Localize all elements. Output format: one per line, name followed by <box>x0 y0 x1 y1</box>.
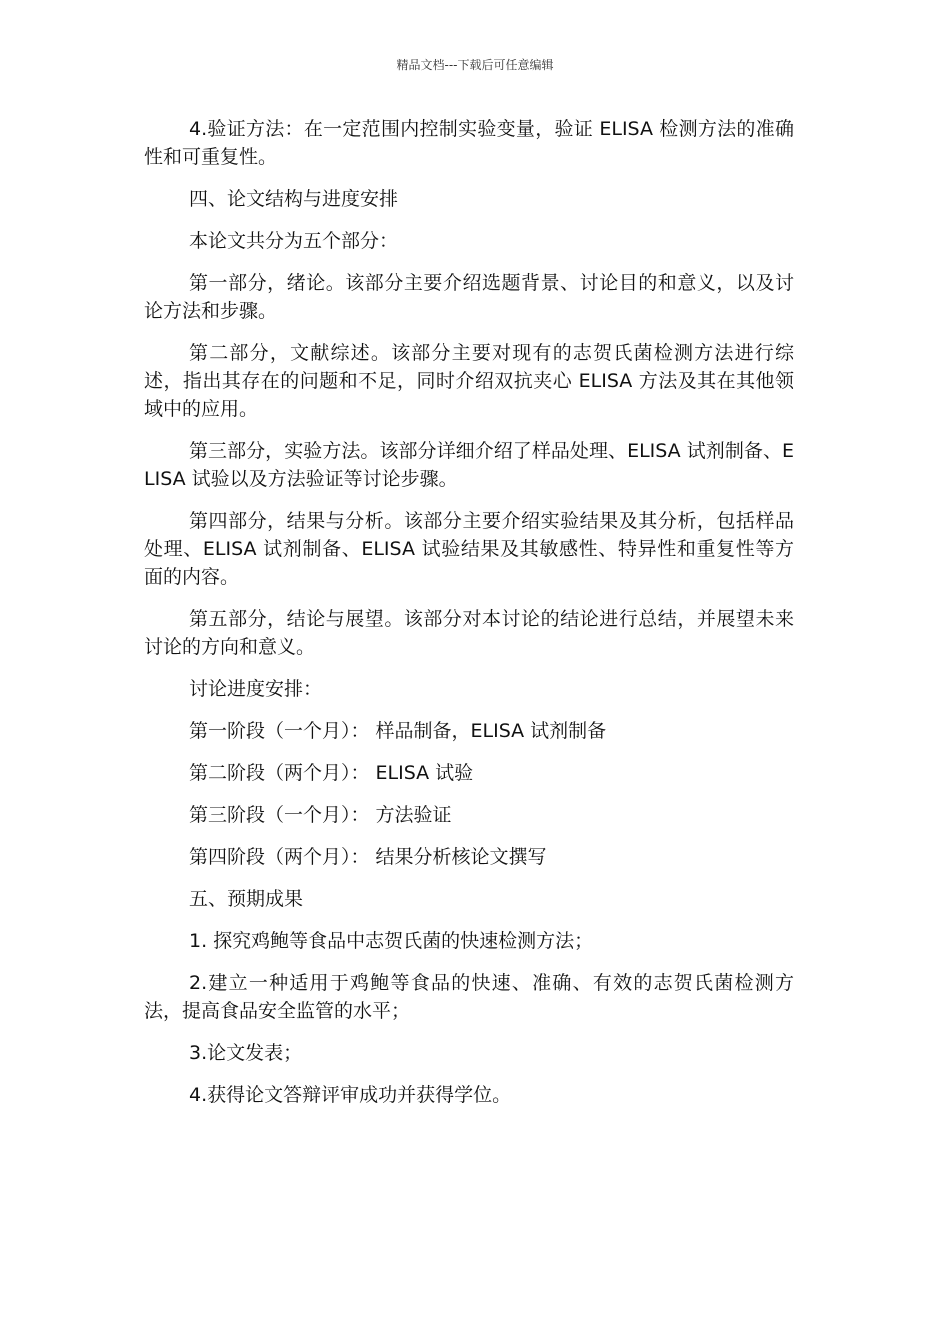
page-header: 精品文档---下载后可任意编辑 <box>396 58 554 72</box>
schedule-stage-two: 第二阶段（两个月）： ELISA 试验 <box>189 762 474 784</box>
paragraph-parts-intro: 本论文共分为五个部分： <box>189 230 399 252</box>
schedule-stage-three: 第三阶段（一个月）： 方法验证 <box>189 804 452 826</box>
paragraph-schedule-intro: 讨论进度安排： <box>189 678 323 700</box>
paragraph-part-four: 第四部分，结果与分析。该部分主要介绍实验结果及其分析，包括样品处理、ELISA 试剂制备、ELISA 试验结果及其敏感性、特异性和重复性等方面的内容。 <box>144 510 794 588</box>
schedule-stage-four: 第四阶段（两个月）： 结果分析核论文撰写 <box>189 846 547 868</box>
paragraph-part-two: 第二部分，文献综述。该部分主要对现有的志贺氏菌检测方法进行综述，指出其存在的问题和不足，同时介绍双抗夹心 ELISA 方法及其在其他领域中的应用。 <box>144 342 794 420</box>
expected-result-two: 2.建立一种适用于鸡鲍等食品的快速、准确、有效的志贺氏菌检测方法，提高食品安全监管的水平； <box>144 972 794 1022</box>
schedule-stage-one: 第一阶段（一个月）： 样品制备，ELISA 试剂制备 <box>189 720 607 742</box>
expected-result-four: 4.获得论文答辩评审成功并获得学位。 <box>189 1084 512 1106</box>
paragraph-part-three: 第三部分，实验方法。该部分详细介绍了样品处理、ELISA 试剂制备、ELISA 试验以及方法验证等讨论步骤。 <box>144 440 794 490</box>
paragraph-verification-method: 4.验证方法：在一定范围内控制实验变量，验证 ELISA 检测方法的准确性和可重复性。 <box>144 118 794 168</box>
paragraph-part-five: 第五部分，结论与展望。该部分对本讨论的结论进行总结，并展望未来讨论的方向和意义。 <box>144 608 794 658</box>
paragraph-part-one: 第一部分，绪论。该部分主要介绍选题背景、讨论目的和意义，以及讨论方法和步骤。 <box>144 272 794 322</box>
document-body <box>144 115 794 1123</box>
expected-result-one: 1. 探究鸡鲍等食品中志贺氏菌的快速检测方法； <box>189 930 594 952</box>
expected-result-three: 3.论文发表； <box>189 1042 303 1064</box>
section-heading-structure-schedule: 四、论文结构与进度安排 <box>189 188 399 210</box>
section-heading-expected-results: 五、预期成果 <box>189 888 304 910</box>
